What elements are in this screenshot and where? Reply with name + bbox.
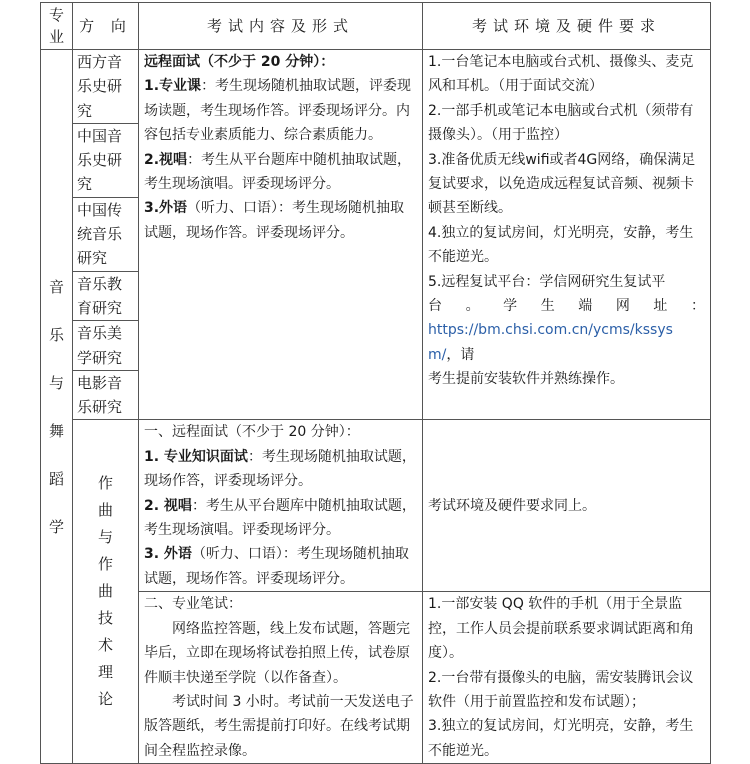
header-environment: 考试环境及硬件要求 [423, 3, 711, 50]
group1-row-1 [41, 50, 711, 124]
group1-env-platform: 5.远程复试平台：学信网研究生复试平 [428, 273, 666, 290]
header-content: 考试内容及形式 [139, 3, 423, 50]
group1-item-2: 2.视唱：考生从平台题库中随机抽取试题，考生现场演唱。评委现场评分。 [144, 151, 412, 193]
major-cell [41, 50, 73, 764]
header-direction: 方 向 [73, 3, 139, 50]
direction-group2-cell [73, 420, 139, 764]
group1-env-url-line: https://bm.chsi.com.cn/ycms/kssysm/，请 [428, 322, 673, 363]
group1-env-cell [423, 50, 711, 420]
direction-cell: 音乐美学研究 [73, 321, 139, 371]
platform-url-link[interactable]: https://bm.chsi.com.cn/ycms/kssysm/ [428, 322, 673, 363]
group2-written-cell [139, 592, 423, 764]
group1-content-title: 远程面试（不少于 20 分钟）： [144, 54, 335, 70]
group1-env-tail: 考生提前安装软件并熟练操作。 [428, 371, 624, 388]
group1-env-item-3: 3.准备优质无线wifi或者4G网络，确保满足复试要求，以免造成远程复试音频、视频卡顿甚至断线。 [428, 151, 696, 217]
direction-group2-label: 作 曲 与 作 曲 技 术 理 论 [98, 474, 114, 709]
group2-written-env [423, 592, 711, 764]
major-label: 音 乐 与 舞 蹈 学 [49, 277, 65, 536]
group2-interview-row [41, 420, 711, 592]
group2-written-title: 二、专业笔试： [144, 596, 242, 613]
direction-cell: 中国音乐史研究 [73, 123, 139, 197]
group1-env-item-1: 1.一台笔记本电脑或台式机、摄像头、麦克风和耳机。（用于面试交流） [428, 54, 694, 95]
group2-item-2: 2. 视唱：考生从平台题库中随机抽取试题，考生现场演唱。评委现场评分。 [144, 497, 416, 539]
group2-env-item-1: 1.一部安装 QQ 软件的手机（用于全景监控，工作人员会提前联系要求调试距离和角度）。 [428, 596, 694, 662]
group1-env-item-2: 2.一部手机或笔记本电脑或台式机（须带有摄像头）。（用于监控） [428, 102, 694, 144]
group1-item-1: 1.专业课：考生现场随机抽取试题，评委现场读题，考生现场作答。评委现场评分。内容包括专业素质能力、综合素质能力。 [144, 78, 412, 144]
direction-cell: 电影音乐研究 [73, 370, 139, 420]
group2-interview-title: 一、远程面试（不少于 20 分钟）： [144, 424, 360, 441]
group1-env-item-4: 4.独立的复试房间，灯光明亮，安静，考生不能逆光。 [428, 224, 694, 266]
direction-cell: 西方音乐史研究 [73, 50, 139, 124]
group1-content-cell [139, 50, 423, 420]
exam-requirements-table [40, 2, 711, 764]
direction-cell: 中国传统音乐研究 [73, 197, 139, 271]
header-major: 专业 [41, 3, 73, 50]
group2-env-item-3: 3.独立的复试房间，灯光明亮，安静，考生不能逆光。 [428, 718, 694, 759]
group2-interview-cell [139, 420, 423, 592]
group2-item-3: 3. 外语（听力、口语）：考生现场随机抽取试题，现场作答。评委现场评分。 [144, 546, 409, 587]
group2-written-row [41, 592, 711, 764]
group2-interview-env: 考试环境及硬件要求同上。 [423, 420, 711, 592]
group1-env-platform-line2: 台 。 学 生 端 网 址 ： [428, 298, 705, 315]
group1-item-3: 3.外语（听力、口语）：考生现场随机抽取试题，现场作答。评委现场评分。 [144, 200, 405, 241]
group2-env-item-2: 2.一台带有摄像头的电脑，需安装腾讯会议软件（用于前置监控和发布试题）； [428, 669, 694, 710]
group2-item-1: 1. 专业知识面试：考生现场随机抽取试题，现场作答，评委现场评分。 [144, 448, 416, 490]
group2-written-para1: 网络监控答题，线上发布试题，答题完毕后，立即在现场将试卷拍照上传，试卷原件顺丰快递至学院（以作备查）。 [144, 620, 410, 686]
group2-written-para2: 考试时间 3 小时。考试前一天发送电子版答题纸，考生需提前打印好。在线考试期间全程监控录像。 [144, 693, 414, 759]
header-row [41, 3, 711, 50]
direction-cell: 音乐教育研究 [73, 271, 139, 321]
